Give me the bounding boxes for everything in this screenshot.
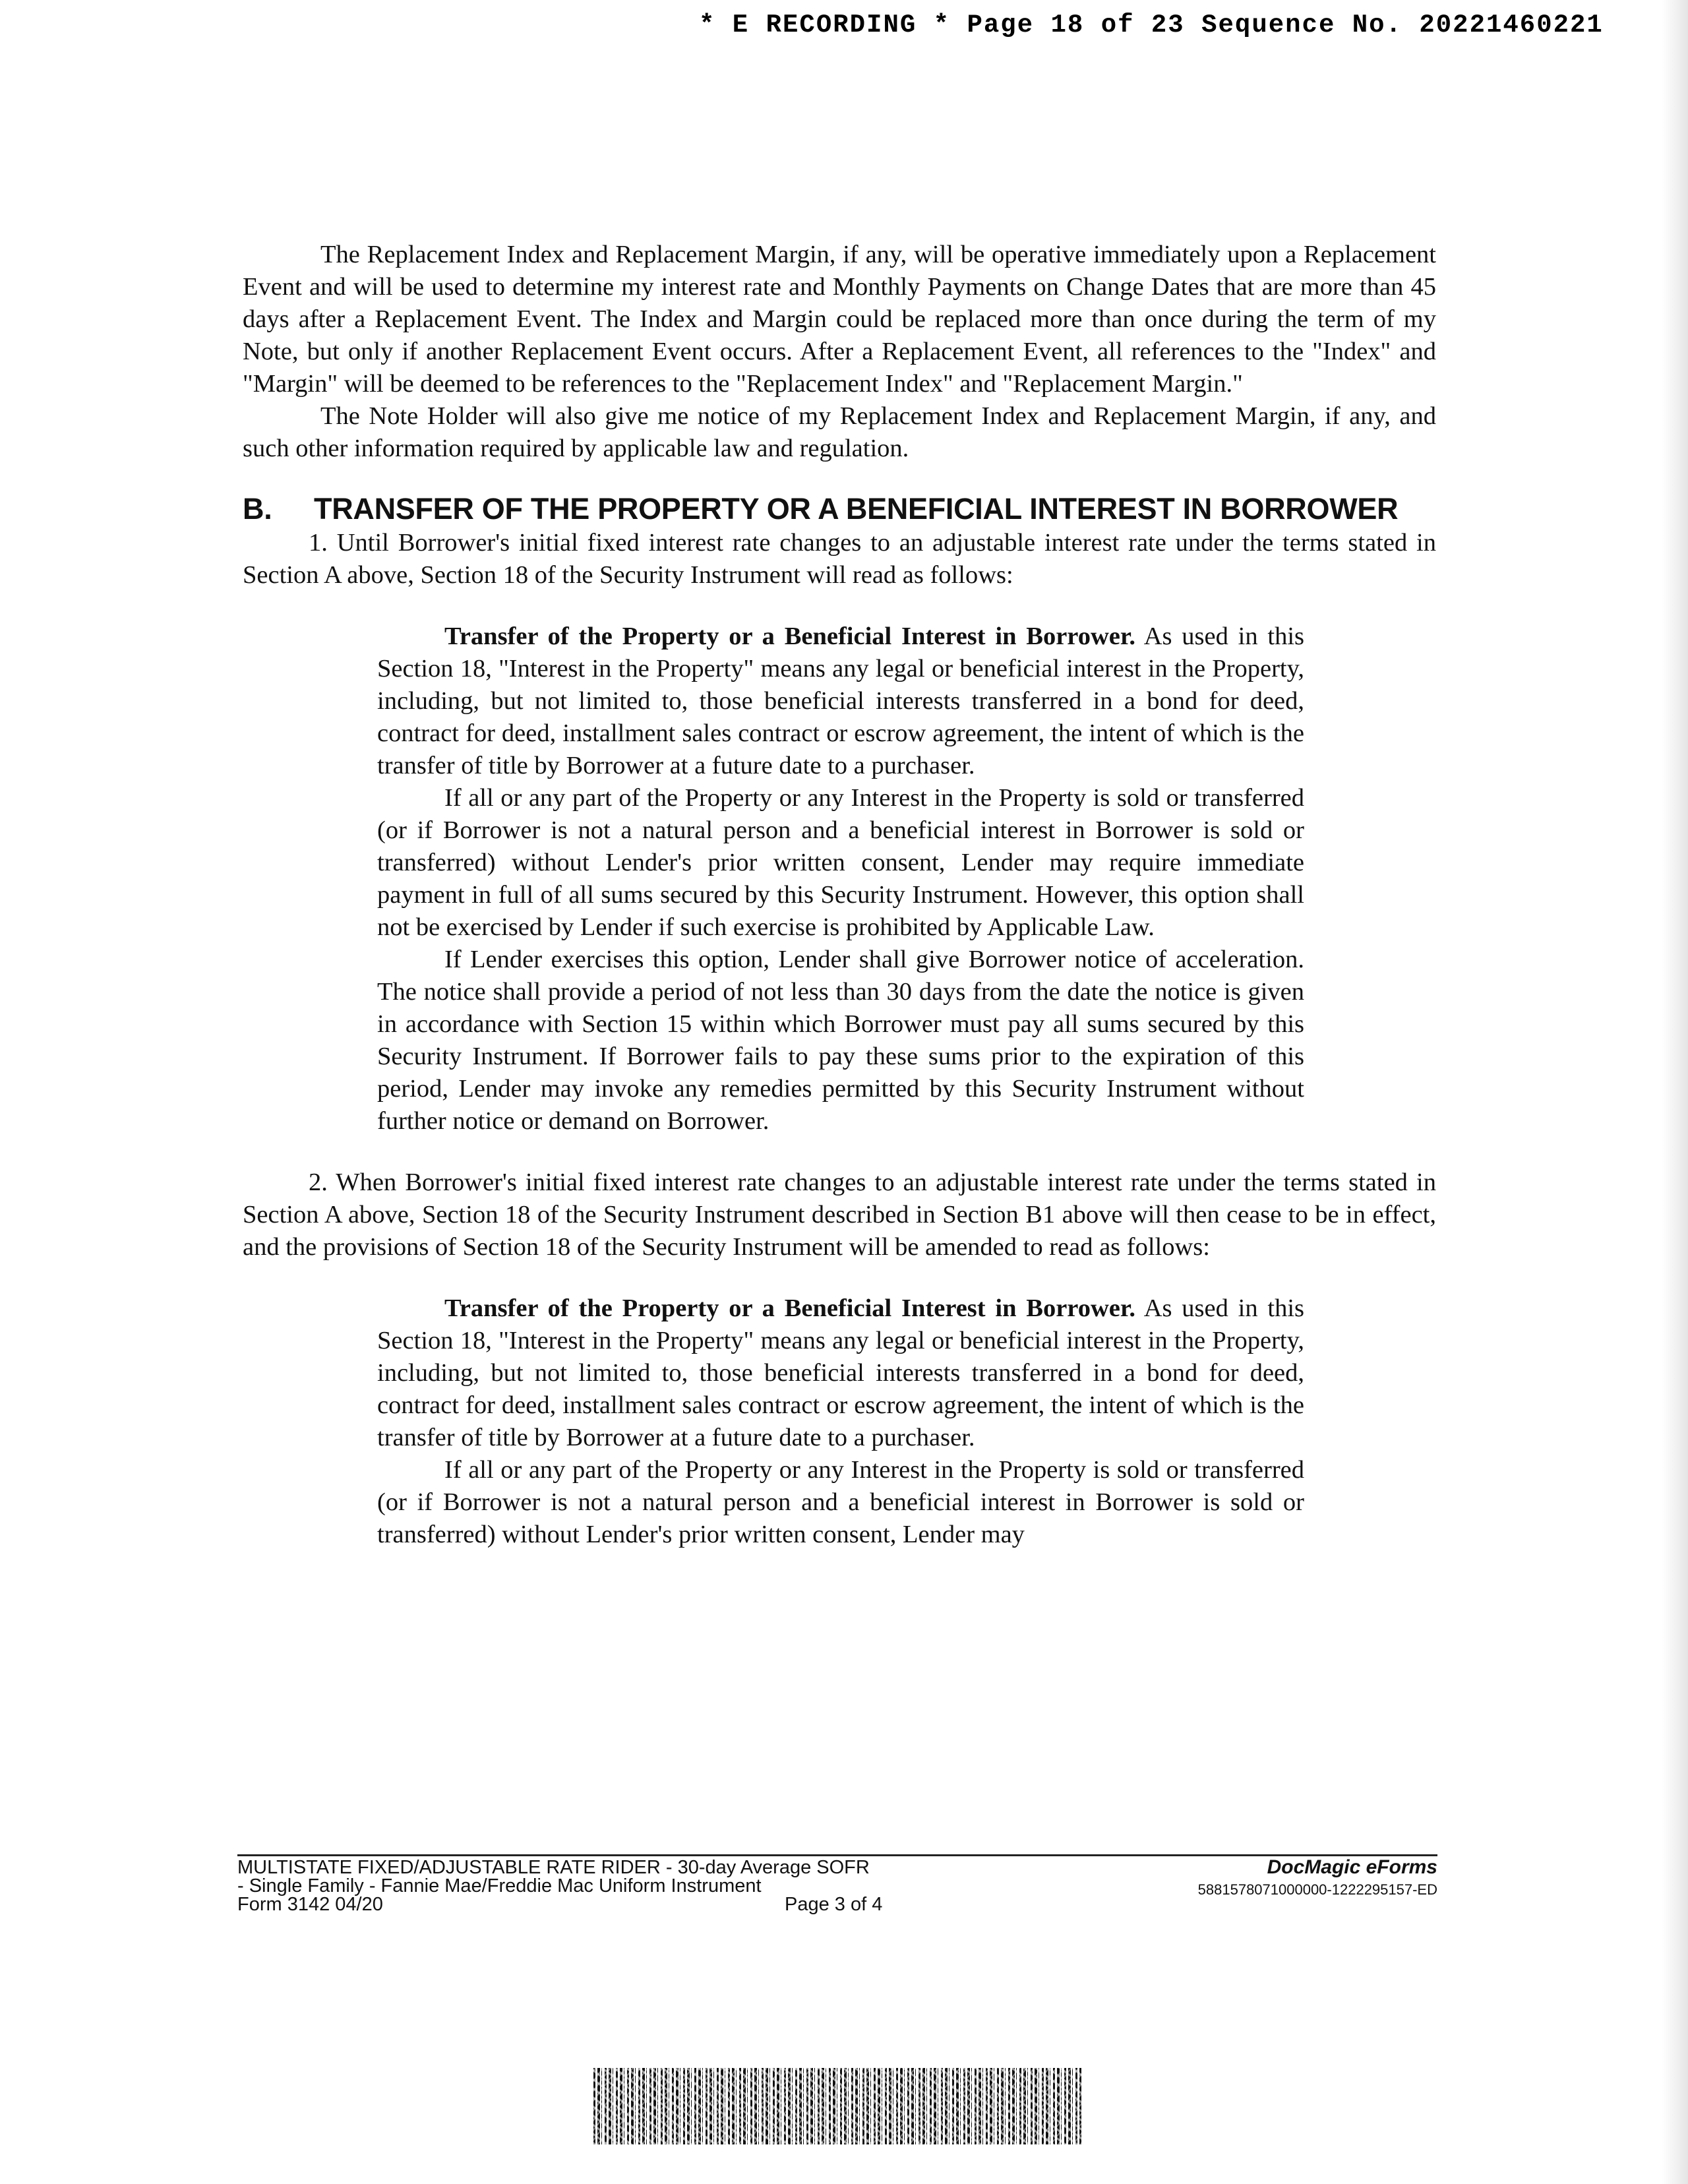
quoted-section-18-first (377, 621, 1304, 1138)
recording-header: * E RECORDING * Page 18 of 23 Sequence No. 20221460221 (699, 11, 1604, 40)
form-number: Form 3142 04/20 (237, 1894, 383, 1915)
paragraph-replacement-notice: The Note Holder will also give me notice of my Replacement Index and Replacement Margin, if any, and such other information required by applicable law and regulation. (243, 402, 1436, 462)
quote-1-lead: Transfer of the Property or a Beneficial Interest in Borrower. (444, 622, 1136, 650)
quote-1-p1-text: As used in this Section 18, "Interest in the Property" means any legal or beneficial interest in the Property, including, but not limited to, those beneficial interests transferred in a bond for deed, contract for deed, installment sales contract or escrow agreement, the intent of which is the transfer of title by Borrower at a future date to a purchaser. (377, 622, 1304, 779)
section-title: TRANSFER OF THE PROPERTY OR A BENEFICIAL INTEREST IN BORROWER (314, 492, 1399, 526)
vendor-block (1198, 1858, 1437, 1899)
section-letter: B. (243, 492, 272, 526)
footer-divider (237, 1854, 1437, 1856)
quote-2-p1-text: As used in this Section 18, "Interest in the Property" means any legal or beneficial interest in the Property, including, but not limited to, those beneficial interests transferred in a bond for deed, contract for deed, installment sales contract or escrow agreement, the intent of which is the transfer of title by Borrower at a future date to a purchaser. (377, 1294, 1304, 1451)
paragraph-replacement-index: The Replacement Index and Replacement Margin, if any, will be operative immediately upon a Replacement Event and will be used to determine my interest rate and Monthly Payments on Change Dates that are more than 45 days after a Replacement Event. The Index and Margin could be replaced more than once during the term of my Note, but only if another Replacement Event occurs. After a Replacement Event, all references to the "Index" and "Margin" will be deemed to be references to the "Replacement Index" and "Replacement Margin." (243, 241, 1436, 398)
quote-2-lead: Transfer of the Property or a Beneficial Interest in Borrower. (444, 1294, 1136, 1322)
quote-2-paragraph-1 (377, 1292, 1304, 1454)
quoted-section-18-second (377, 1292, 1304, 1551)
quote-1-paragraph-3: If Lender exercises this option, Lender shall give Borrower notice of acceleration. The notice shall provide a period of not less than 30 days from the date the notice is given in accordance with Section 15 within which Borrower must pay all sums secured by this Security Instrument. If Borrower fails to pay these sums prior to the expiration of this period, Lender may invoke any remedies permitted by this Security Instrument without further notice or demand on Borrower. (377, 946, 1304, 1135)
form-title-line-1: MULTISTATE FIXED/ADJUSTABLE RATE RIDER - 30-day Average SOFR (237, 1857, 870, 1878)
item-1-paragraph: 1. Until Borrower's initial fixed interest rate changes to an adjustable interest rate under the terms stated in Section A above, Section 18 of the Security Instrument will read as follows: (243, 529, 1436, 589)
item-2-paragraph: 2. When Borrower's initial fixed interest rate changes to an adjustable interest rate under the terms stated in Section A above, Section 18 of the Security Instrument described in Section B1 above will then cease to be in effect, and the provisions of Section 18 of the Security Instrument will be amended to read as follows: (243, 1168, 1436, 1261)
page-number: Page 3 of 4 (785, 1894, 883, 1915)
form-title-block (237, 1858, 1029, 1914)
document-id: 5881578071000000-1222295157-ED (1197, 1881, 1437, 1898)
document-body (243, 239, 1436, 1551)
barcode-texture (593, 2068, 1081, 2144)
quote-1-paragraph-1 (377, 621, 1304, 782)
page-edge-shadow (1662, 0, 1688, 2184)
quote-2-paragraph-2: If all or any part of the Property or any Interest in the Property is sold or transferred (or if Borrower is not a natural person and a beneficial interest in Borrower is sold or transferred) without Lender's prior written consent, Lender may (377, 1456, 1304, 1548)
quote-1-paragraph-2: If all or any part of the Property or any Interest in the Property is sold or transferred (or if Borrower is not a natural person and a beneficial interest in Borrower is sold or transferred) without Lender's prior written consent, Lender may require immediate payment in full of all sums secured by this Security Instrument. However, this option shall not be exercised by Lender if such exercise is prohibited by Applicable Law. (377, 784, 1304, 941)
section-heading-b (243, 491, 1436, 527)
form-title-line-2: - Single Family - Fannie Mae/Freddie Mac Uniform Instrument (237, 1875, 762, 1896)
vendor-logo: DocMagic eForms (1267, 1856, 1437, 1878)
